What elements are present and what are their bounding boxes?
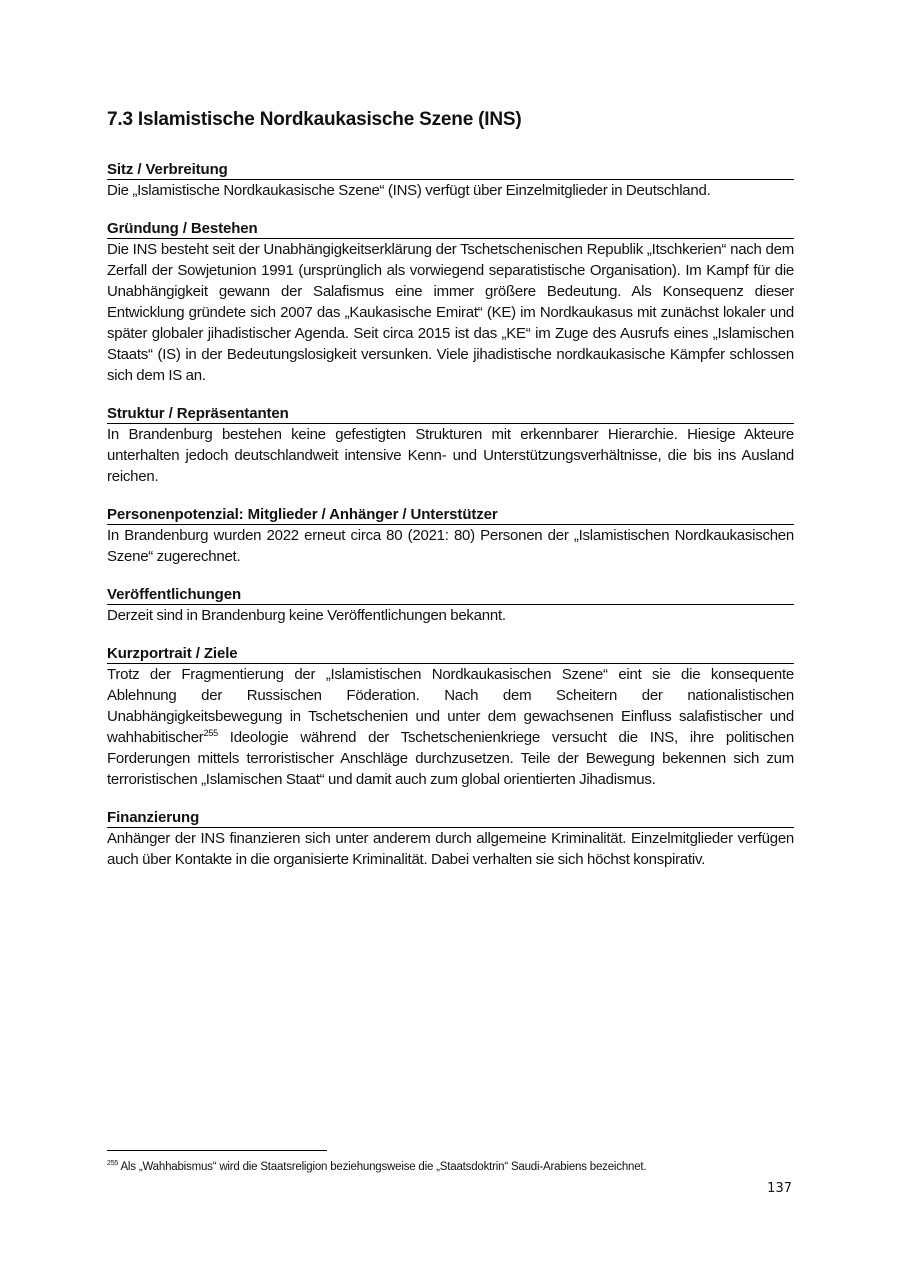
footnote-text: Als „Wahhabismus“ wird die Staatsreligion beziehungsweise die „Staatsdoktrin“ Saudi-Arabiens bezeichnet. <box>118 1161 647 1173</box>
section-heading: Sitz / Verbreitung <box>107 161 794 180</box>
page-number: 137 <box>767 1181 792 1196</box>
section-body: In Brandenburg bestehen keine gefestigten Strukturen mit erkennbarer Hierarchie. Hiesige Akteure unterhalten jedoch deutschlandweit intensive Kenn- und Unterstützungsverhältnisse, die bis ins Ausland reichen. <box>107 426 794 485</box>
footnote-reference[interactable]: 255 <box>203 728 218 738</box>
page-content <box>107 108 794 889</box>
footnote-divider <box>107 1150 327 1151</box>
section-body <box>107 664 794 790</box>
section-heading: Kurzportrait / Ziele <box>107 645 794 664</box>
section-veroeffentlichungen <box>107 586 794 626</box>
section-heading: Personenpotenzial: Mitglieder / Anhänger / Unterstützer <box>107 506 794 525</box>
section-sitz <box>107 161 794 201</box>
section-personenpotenzial <box>107 506 794 567</box>
section-heading: Veröffentlichungen <box>107 586 794 605</box>
section-body: Anhänger der INS finanzieren sich unter anderem durch allgemeine Kriminalität. Einzelmitglieder verfügen auch über Kontakte in die organisierte Kriminalität. Dabei verhalten sie sich höchst konspirativ. <box>107 830 794 868</box>
section-kurzportrait <box>107 645 794 790</box>
section-body: Die INS besteht seit der Unabhängigkeitserklärung der Tschetschenischen Republik „Itschkerien“ nach dem Zerfall der Sowjetunion 1991 (ursprünglich als vorwiegend separatistische Organisation). Im Kampf für die Unabhängigkeit gewann der Salafismus eine immer größere Bedeutung. Als Konsequenz dieser Entwicklung gründete sich 2007 das „Kaukasische Emirat“ (KE) im Nordkaukasus mit zunächst lokaler und später globaler jihadistischer Agenda. Seit circa 2015 ist das „KE“ im Zuge des Ausrufs eines „Islamischen Staats“ (IS) in der Bedeutungslosigkeit versunken. Viele jihadistische nordkaukasische Kämpfer schlossen sich dem IS an. <box>107 241 794 384</box>
section-heading: Finanzierung <box>107 809 794 828</box>
body-text-after: Ideologie während der Tschetschenienkriege versucht die INS, ihre politischen Forderungen mittels terroristischer Anschläge durchzusetzen. Teile der Bewegung bekennen sich zum terroristischen „Islamischen Staat“ und damit auch zum global orientierten Jihadismus. <box>107 729 794 788</box>
section-heading: Gründung / Bestehen <box>107 220 794 239</box>
body-text-before: Trotz der Fragmentierung der „Islamistischen Nordkaukasischen Szene“ eint sie die konsequente Ablehnung der Russischen Föderation. Nach dem Scheitern der nationalistischen Unabhängigkeitsbewegung in Tschetschenien und unter dem gewachsenen Einfluss salafistischer und wahhabitischer <box>107 666 794 746</box>
section-gruendung <box>107 220 794 386</box>
section-body: Derzeit sind in Brandenburg keine Veröffentlichungen bekannt. <box>107 607 506 624</box>
footnote-number: 255 <box>107 1160 119 1168</box>
section-body: Die „Islamistische Nordkaukasische Szene“ (INS) verfügt über Einzelmitglieder in Deutschland. <box>107 182 711 199</box>
section-finanzierung <box>107 809 794 870</box>
section-heading: Struktur / Repräsentanten <box>107 405 794 424</box>
chapter-title: 7.3 Islamistische Nordkaukasische Szene (INS) <box>107 109 522 130</box>
footnote <box>107 1160 794 1174</box>
section-struktur <box>107 405 794 487</box>
section-body: In Brandenburg wurden 2022 erneut circa 80 (2021: 80) Personen der „Islamistischen Nordkaukasischen Szene“ zugerechnet. <box>107 527 794 565</box>
